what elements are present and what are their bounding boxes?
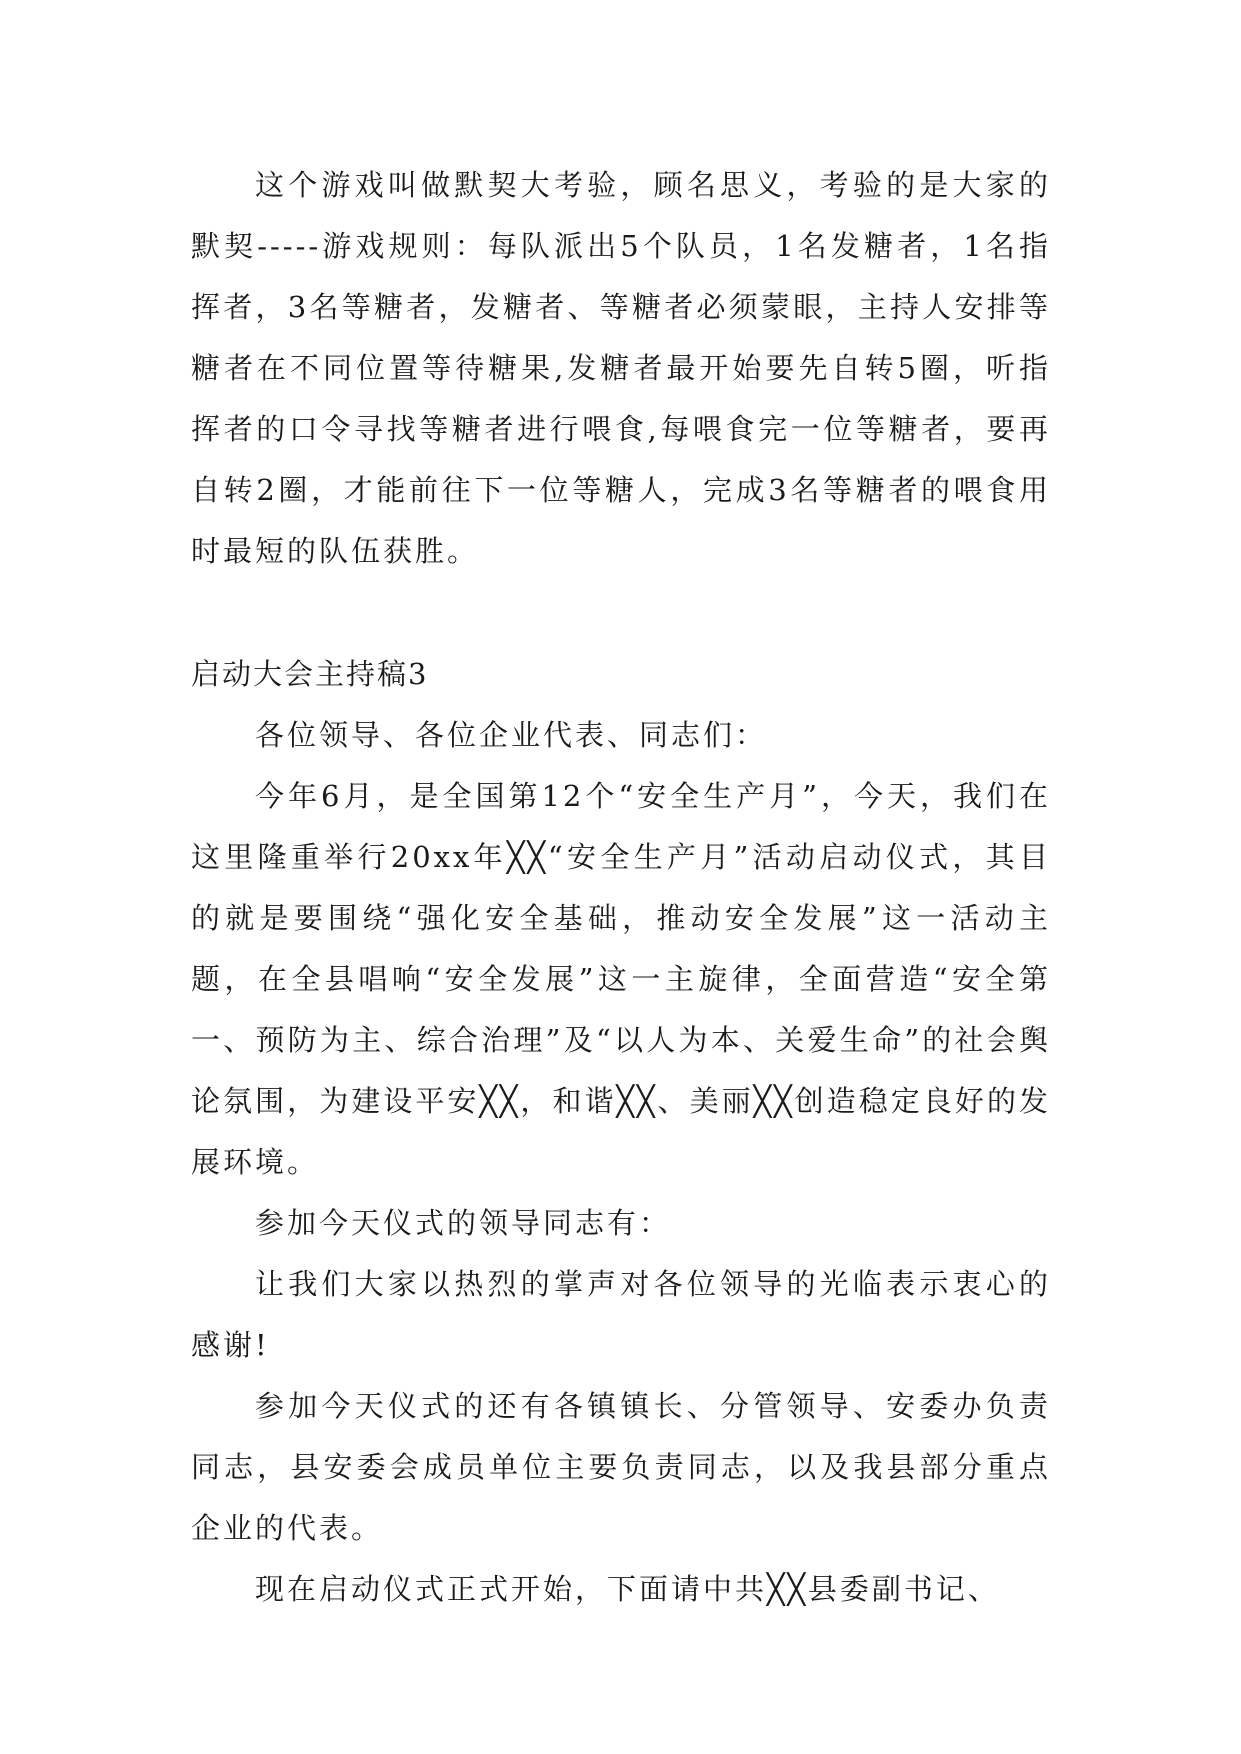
game-rules-paragraph: 这个游戏叫做默契大考验，顾名思义，考验的是大家的默契-----游戏规则：每队派出5个队员，1名发糖者，1名指挥者，3名等糖者，发糖者、等糖者必须蒙眼，主持人安排等糖者在不同位置等待糖果,发糖者最开始要先自转5圈，听指挥者的口令寻找等糖者进行喂食,每喂食完一位等糖者，要再自转2圈，才能前往下一位等糖人，完成3名等糖者的喂食用时最短的队伍获胜。 — [191, 168, 1051, 568]
section-gap — [191, 582, 1051, 644]
attendees-paragraph: 参加今天仪式的还有各镇镇长、分管领导、安委办负责同志，县安委会成员单位主要负责同志，以及我县部分重点企业的代表。 — [191, 1389, 1051, 1545]
event-intro-paragraph: 今年6月，是全国第12个“安全生产月”，今天，我们在这里隆重举行20xx年╳╳“安全生产月”活动启动仪式，其目的就是要围绕“强化安全基础，推动安全发展”这一活动主题，在全县唱响“安全发展”这一主旋律，全面营造“安全第一、预防为主、综合治理”及“以人为本、关爱生命”的社会舆论氛围，为建设平安╳╳，和谐╳╳、美丽╳╳创造稳定良好的发展环境。 — [191, 779, 1051, 1179]
greeting-paragraph: 各位领导、各位企业代表、同志们： — [255, 718, 768, 752]
ceremony-start-paragraph: 现在启动仪式正式开始，下面请中共╳╳县委副书记、 — [255, 1572, 1000, 1606]
document-body — [191, 155, 1051, 1620]
thanks-paragraph: 让我们大家以热烈的掌声对各位领导的光临表示衷心的感谢! — [191, 1267, 1051, 1362]
section-heading: 启动大会主持稿3 — [191, 657, 429, 691]
leaders-paragraph: 参加今天仪式的领导同志有： — [255, 1206, 672, 1240]
